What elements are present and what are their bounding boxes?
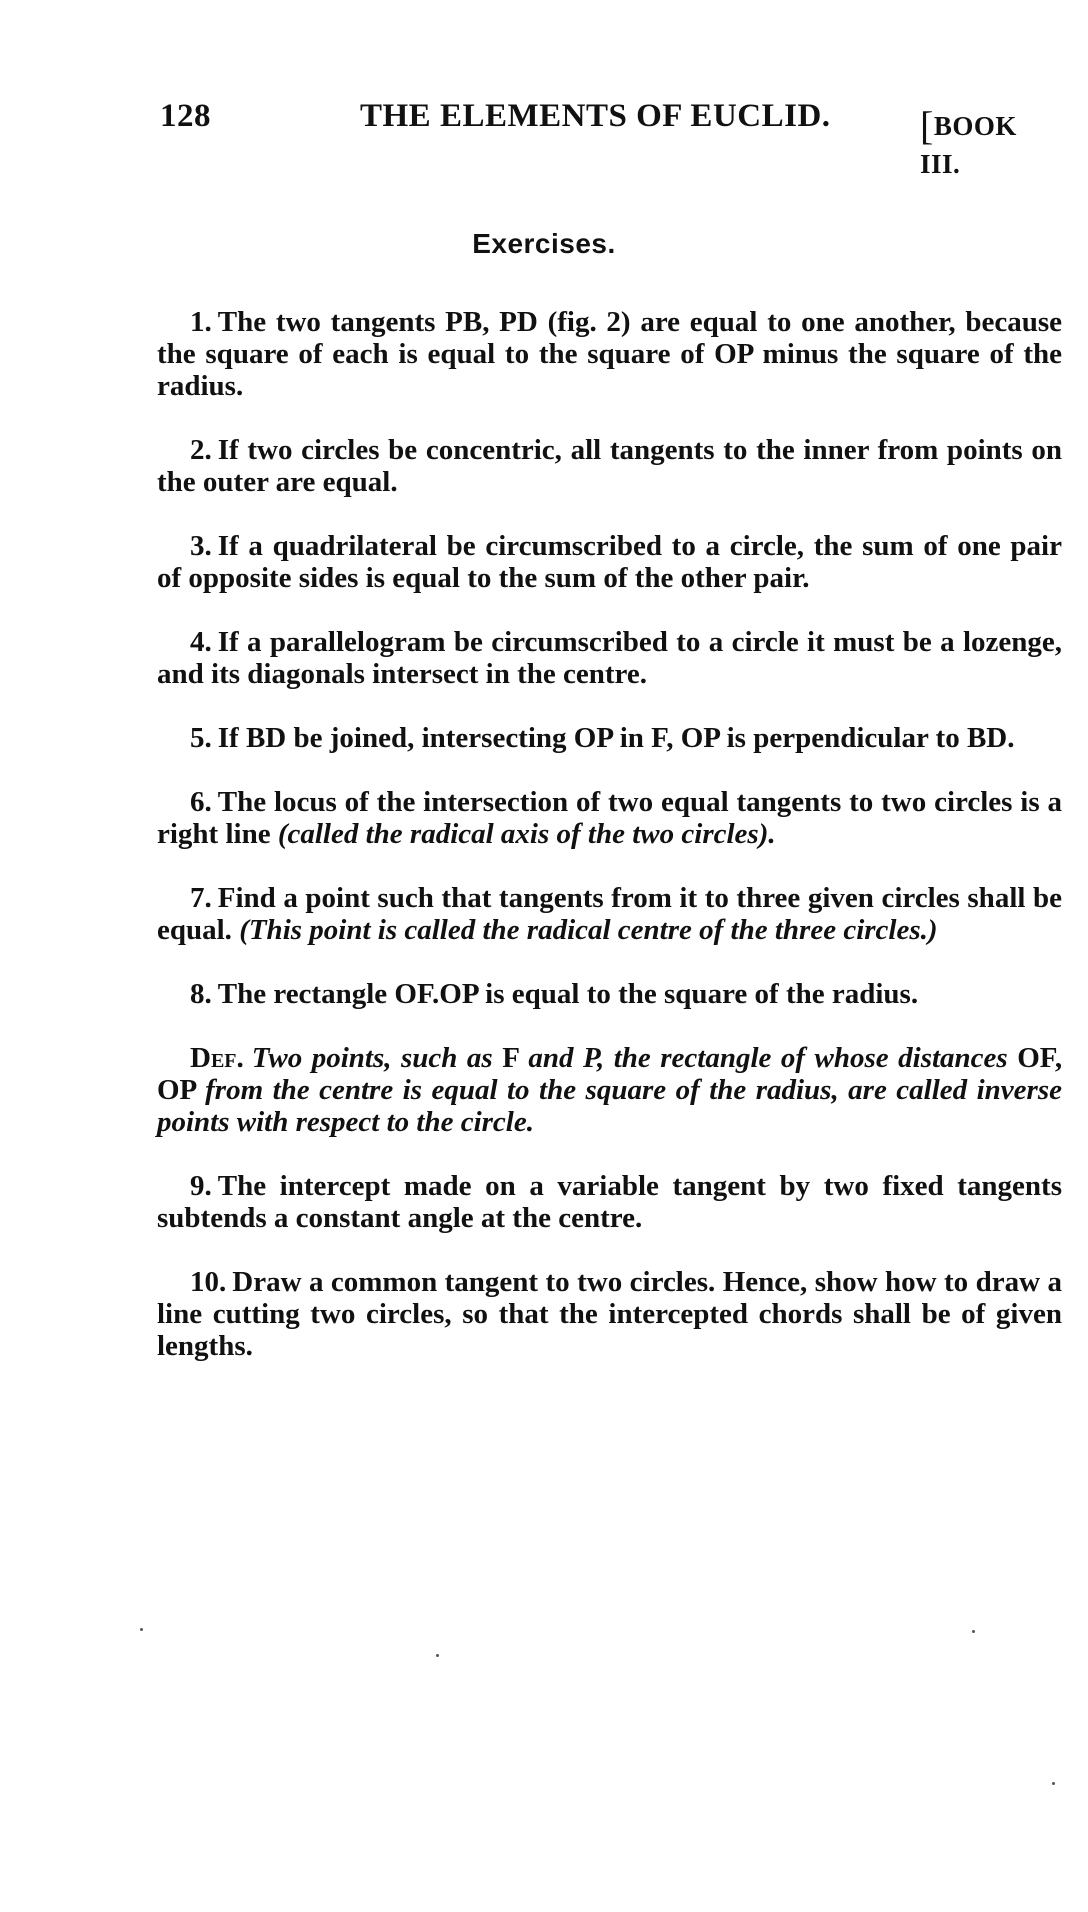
exercise-text: Draw a common tangent to two circles. Hence, show how to draw a line cutting two circles, so that the intercepted chords shall be of given lengths. xyxy=(157,1266,1062,1362)
exercise-number: 9. xyxy=(190,1170,212,1202)
exercise-item xyxy=(157,1170,1062,1234)
paper-speck xyxy=(1052,1782,1055,1785)
exercise-number: 8. xyxy=(190,978,212,1010)
exercise-item xyxy=(157,786,1062,850)
exercise-number: 1. xyxy=(190,306,212,338)
definition-point-f: F xyxy=(502,1042,519,1074)
exercise-text: The two tangents PB, PD (fig. 2) are equal to one another, because the square of each is equal to the square of OP minus the square of the radius. xyxy=(157,306,1062,402)
definition-text-3: from the centre is equal to the square of the radius, are called inverse points with respect to the circle. xyxy=(157,1074,1062,1138)
exercise-text: Find a point such that tangents from it to three given circles shall be equal. xyxy=(157,882,1062,946)
definition-and: and xyxy=(528,1042,574,1074)
definition-distances: OF, OP xyxy=(157,1042,1063,1106)
exercise-item xyxy=(157,978,1062,1010)
definition-point-p: P, xyxy=(582,1042,605,1074)
exercise-item xyxy=(157,1266,1062,1362)
book-reference xyxy=(920,102,1060,180)
section-heading: Exercises. xyxy=(472,228,616,259)
paper-speck xyxy=(436,1654,439,1657)
running-title: THE ELEMENTS OF EUCLID. xyxy=(360,98,831,134)
exercise-item xyxy=(157,722,1062,754)
exercise-italic-note: (This point is called the radical centre of the three circles.) xyxy=(239,914,938,946)
exercise-text: If two circles be concentric, all tangents to the inner from points on the outer are equal. xyxy=(157,434,1062,498)
exercise-number: 10. xyxy=(190,1266,227,1298)
exercise-item xyxy=(157,306,1062,402)
exercise-number: 2. xyxy=(190,434,212,466)
definition-label: Def. xyxy=(190,1042,244,1074)
exercise-number: 5. xyxy=(190,722,212,754)
page-number: 128 xyxy=(160,98,211,134)
exercise-list xyxy=(157,306,1062,1394)
exercise-text: The intercept made on a variable tangent by two fixed tangents subtends a constant angle at the centre. xyxy=(157,1170,1062,1234)
exercise-text: If BD be joined, intersecting OP in F, OP is perpendicular to BD. xyxy=(217,722,1015,754)
definition-text-2: the rectangle of whose distances xyxy=(613,1042,1008,1074)
paper-speck xyxy=(140,1628,143,1631)
exercise-item xyxy=(157,530,1062,594)
exercise-text: If a parallelogram be circumscribed to a circle it must be a lozenge, and its diagonals intersect in the centre. xyxy=(157,626,1062,690)
exercise-text: If a quadrilateral be circumscribed to a circle, the sum of one pair of opposite sides is equal to the sum of the other pair. xyxy=(157,530,1062,594)
book-reference-text: BOOK III. xyxy=(920,111,1017,179)
exercise-italic-note: (called the radical axis of the two circles). xyxy=(277,818,776,850)
definition-paragraph xyxy=(157,1042,1062,1138)
paper-speck xyxy=(972,1630,975,1633)
exercise-number: 3. xyxy=(190,530,212,562)
exercise-number: 6. xyxy=(190,786,212,818)
definition-text-1: Two points, such as xyxy=(251,1042,493,1074)
exercise-item xyxy=(157,882,1062,946)
exercise-item xyxy=(157,434,1062,498)
exercise-number: 7. xyxy=(190,882,212,914)
exercise-text: The locus of the intersection of two equal tangents to two circles is a right line xyxy=(157,786,1062,850)
exercise-number: 4. xyxy=(190,626,212,658)
running-header xyxy=(160,98,1060,179)
bracket-glyph: [ xyxy=(920,103,934,148)
exercise-text: The rectangle OF.OP is equal to the square of the radius. xyxy=(217,978,919,1010)
exercise-item xyxy=(157,626,1062,690)
